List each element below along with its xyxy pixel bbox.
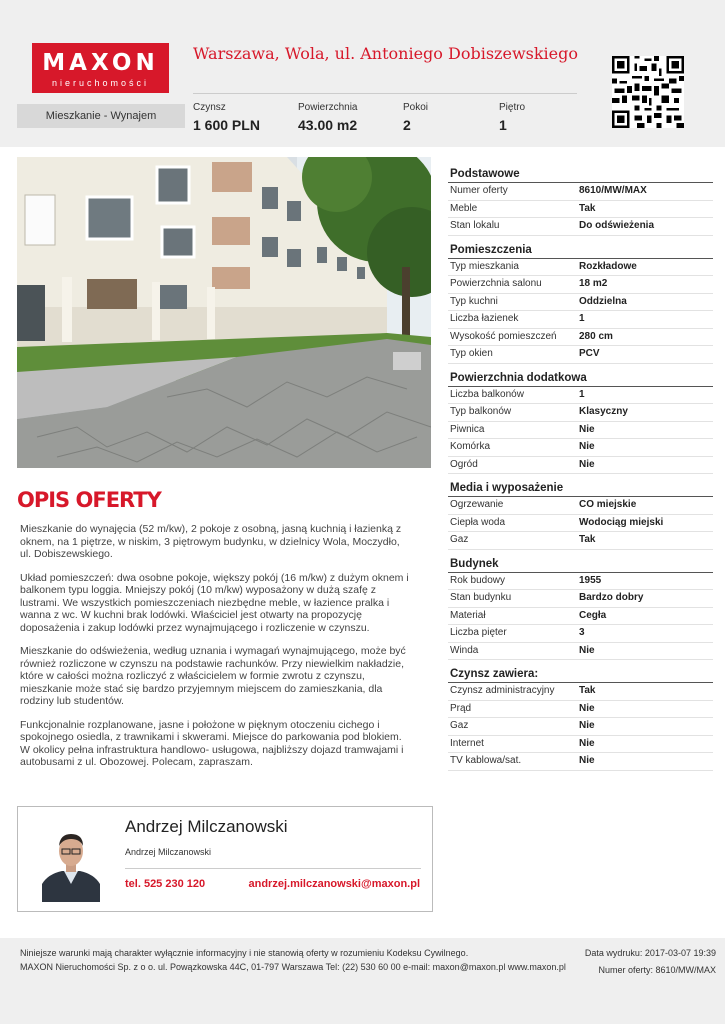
details-row — [448, 294, 713, 312]
details-value: Nie — [579, 755, 595, 766]
details-value: Nie — [579, 702, 595, 714]
details-value: 8610/MW/MAX — [579, 185, 647, 196]
header — [0, 0, 725, 147]
details-key: Liczba pięter — [450, 627, 507, 638]
details-key: Powierzchnia salonu — [450, 278, 542, 289]
details-row — [448, 439, 713, 457]
details-value: Wodociąg miejski — [579, 516, 664, 528]
details-value: Do odświeżenia — [579, 220, 655, 231]
offer-title: Warszawa, Wola, ul. Antoniego Dobiszewskiego — [193, 44, 579, 63]
details-key: Meble — [450, 202, 478, 214]
stat-value: 1 — [499, 117, 507, 133]
details-value: Tak — [579, 685, 596, 696]
details-row — [448, 643, 713, 661]
details-key: Ogród — [450, 458, 478, 470]
details-value: 1955 — [579, 574, 602, 586]
agent-divider — [125, 868, 421, 869]
description-heading: OPIS OFERTY — [17, 488, 161, 512]
details-key: Liczba łazienek — [450, 313, 519, 324]
stat-label: Pokoi — [403, 102, 429, 113]
footer-disclaimer: Niniejsze warunki mają charakter wyłącznie informacyjny i nie stanowią oferty w rozumieniu Kodeksu Cywilnego. — [20, 948, 469, 958]
details-key: Stan lokalu — [450, 220, 500, 231]
details-key: Stan budynku — [450, 592, 512, 603]
description-paragraph: Układ pomieszczeń: dwa osobne pokoje, większy pokój (16 m/kw) z dużym oknem i balkonem typu loggia. Mniejszy pokój (10 m/kw) wyposażony w dużą szafę z lustrami. We wszystkich pomieszczeniach niezbędne meble, w łazience pralka i wanna z wc. W kuchni brak lodówki. Właściciel jest otwarty na propozycję doposażenia i zakup lodówki przez wynajmującego i rozliczenie w czynszu. — [20, 571, 409, 634]
stat-rooms — [403, 101, 428, 135]
details-group-title: Pomieszczenia — [448, 243, 713, 259]
details-key: Winda — [450, 644, 479, 656]
maxon-logo[interactable] — [32, 43, 169, 93]
description-paragraph: Mieszkanie do odświeżenia, według uznania i wymagań wynajmującego, może być również rozliczone w czynszu na podstawie rachunków. Przy niewielkim nakładzie, które w całości można rozliczyć z właścicielem w formie zwrotu z czynszu, mieszkanie może stać się bardzo przyjemnym miejscem do zamieszkania, dla rodziny lub studentów. — [20, 645, 406, 707]
logo-main-text: MAXON — [42, 50, 159, 76]
stat-label: Piętro — [499, 102, 526, 113]
agent-name: Andrzej Milczanowski — [125, 817, 288, 836]
details-key: Materiał — [450, 609, 486, 621]
details-value: Tak — [579, 202, 596, 214]
stat-area — [298, 101, 357, 135]
details-row — [448, 422, 713, 440]
agent-phone-link[interactable]: tel. 525 230 120 — [125, 878, 206, 890]
description-paragraph: Funkcjonalnie rozplanowane, jasne i położone w pięknym otoczeniu cichego i spokojnego osiedla, z trawnikami i skwerami. Miejsce do parkowania pod blokiem. W okolicy pełna infrastruktura handlowo- usługowa, najbliższy dojazd tramwajami i autobusami z ul. Obozowej. Polecam, zapraszam. — [20, 718, 404, 768]
stat-rent — [193, 101, 260, 135]
details-row — [448, 311, 713, 329]
details-key: Wysokość pomieszczeń — [450, 330, 557, 342]
details-row — [448, 718, 713, 736]
details-value: Oddzielna — [579, 295, 627, 307]
details-key: Typ balkonów — [450, 406, 512, 417]
footer-print-date: Data wydruku: 2017-03-07 19:39 — [584, 948, 716, 958]
footer-company-info: MAXON Nieruchomości Sp. z o o. ul. Powązkowska 44C, 01-797 Warszawa Tel: (22) 530 60 00 e-mail: maxon@maxon.pl www.maxon.pl — [20, 962, 566, 972]
details-key: Ciepła woda — [450, 516, 506, 528]
divider — [193, 93, 577, 94]
details-value: PCV — [579, 348, 600, 359]
footer-offer-number: Numer oferty: 8610/MW/MAX — [598, 965, 716, 975]
details-row — [448, 573, 713, 591]
description-paragraph: Mieszkanie do wynajęcia (52 m/kw), 2 pokoje z osobną, jasną kuchnią i łazienką z oknem, na 1 piętrze, w niskim, 3 piętrowym budynku, w dzielnicy Wola, Moczydło, ul. Dobiszewskiego. — [20, 523, 402, 560]
details-value: Nie — [579, 737, 595, 749]
details-key: Prąd — [450, 702, 472, 714]
details-group-title: Powierzchnia dodatkowa — [448, 371, 713, 387]
details-value: Tak — [579, 534, 596, 545]
stat-value: 1 600 PLN — [193, 117, 260, 133]
offer-type-badge: Mieszkanie - Wynajem — [17, 104, 185, 128]
details-panel — [448, 167, 713, 771]
stat-label: Powierzchnia — [298, 102, 358, 113]
details-row — [448, 515, 713, 533]
details-group-title: Budynek — [448, 557, 713, 573]
agent-subtitle: Andrzej Milczanowski — [125, 847, 212, 857]
details-key: Typ kuchni — [450, 295, 498, 307]
details-key: Typ mieszkania — [450, 260, 519, 272]
details-value: Cegła — [579, 609, 607, 621]
details-group-title: Media i wyposażenie — [448, 481, 713, 497]
footer — [0, 938, 725, 1024]
details-value: Klasyczny — [579, 406, 628, 417]
details-row — [448, 201, 713, 219]
stat-floor — [499, 101, 525, 135]
details-value: 280 cm — [579, 330, 613, 342]
details-row — [448, 608, 713, 626]
details-row — [448, 276, 713, 294]
details-value: Bardzo dobry — [579, 592, 644, 603]
details-value: Nie — [579, 458, 595, 470]
details-value: 1 — [579, 388, 585, 400]
qr-code-icon[interactable] — [612, 56, 684, 128]
details-row — [448, 736, 713, 754]
details-row — [448, 387, 713, 405]
stat-value: 2 — [403, 117, 411, 133]
details-key: Gaz — [450, 720, 469, 731]
details-key: Komórka — [450, 441, 491, 452]
details-value: Rozkładowe — [579, 260, 637, 272]
details-row — [448, 590, 713, 608]
details-row — [448, 497, 713, 515]
details-row — [448, 259, 713, 277]
details-key: TV kablowa/sat. — [450, 755, 522, 766]
details-group-title: Czynsz zawiera: — [448, 667, 713, 683]
stat-value: 43.00 m2 — [298, 117, 358, 133]
details-value: 3 — [579, 627, 585, 638]
details-value: Nie — [579, 720, 595, 731]
details-row — [448, 329, 713, 347]
details-row — [448, 218, 713, 236]
details-key: Typ okien — [450, 348, 493, 359]
details-row — [448, 457, 713, 475]
details-value: Nie — [579, 441, 595, 452]
details-key: Piwnica — [450, 423, 485, 435]
details-row — [448, 346, 713, 364]
details-group-title: Podstawowe — [448, 167, 713, 183]
logo-sub-text: nieruchomości — [51, 78, 150, 88]
agent-avatar — [42, 818, 100, 902]
details-key: Numer oferty — [450, 185, 508, 196]
details-key: Rok budowy — [450, 574, 506, 586]
details-key: Internet — [450, 737, 484, 749]
details-row — [448, 753, 713, 771]
details-key: Liczba balkonów — [450, 388, 524, 400]
details-row — [448, 701, 713, 719]
details-value: Nie — [579, 644, 595, 656]
details-row — [448, 625, 713, 643]
description-text — [20, 523, 430, 780]
details-value: Nie — [579, 423, 595, 435]
agent-card — [17, 806, 433, 912]
stat-label: Czynsz — [193, 102, 226, 113]
details-row — [448, 183, 713, 201]
details-value: 18 m2 — [579, 278, 608, 289]
details-row — [448, 532, 713, 550]
property-photo[interactable] — [17, 157, 431, 468]
details-row — [448, 404, 713, 422]
details-key: Czynsz administracyjny — [450, 685, 555, 696]
details-value: CO miejskie — [579, 499, 637, 510]
details-value: 1 — [579, 313, 585, 324]
details-key: Gaz — [450, 534, 469, 545]
details-row — [448, 683, 713, 701]
agent-email-link[interactable]: andrzej.milczanowski@maxon.pl — [248, 878, 420, 890]
details-key: Ogrzewanie — [450, 499, 504, 510]
